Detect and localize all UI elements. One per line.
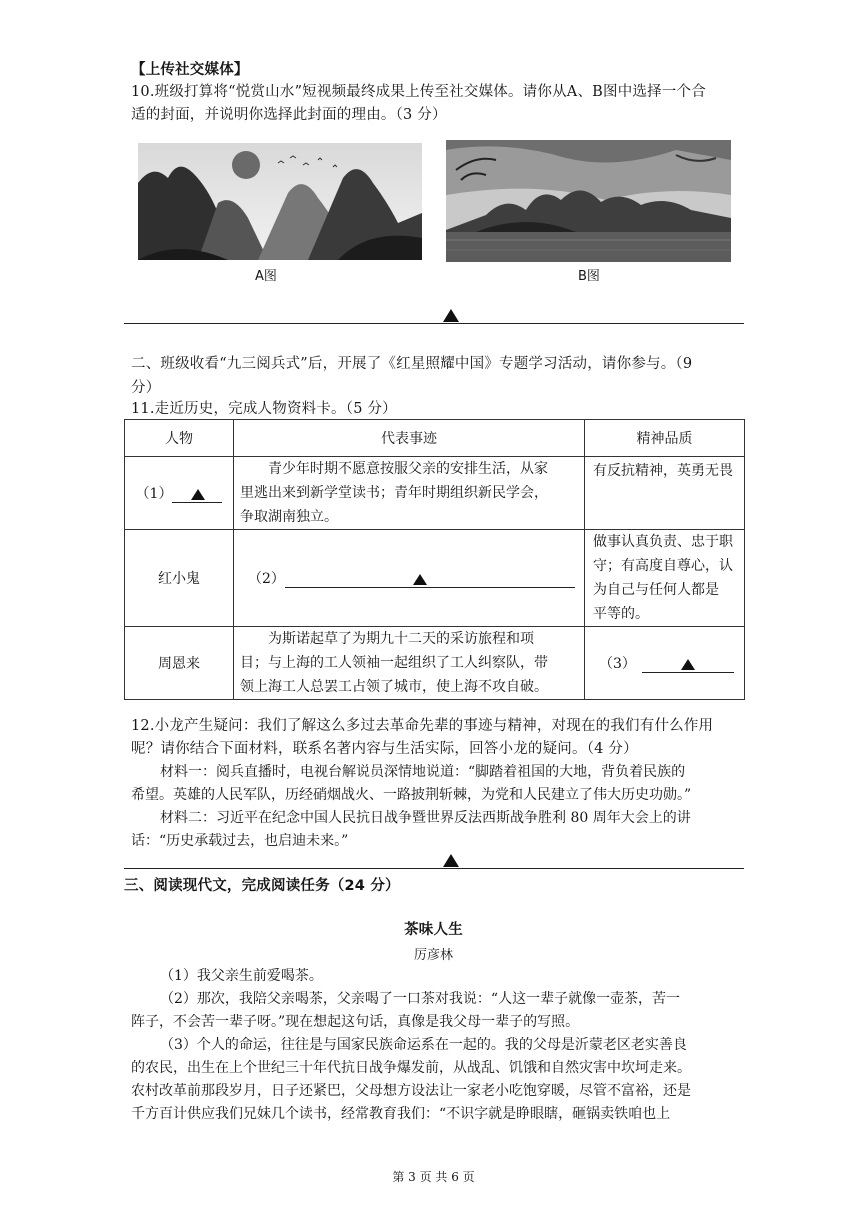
row2-deeds-label: （2） <box>248 571 285 587</box>
row2-quality-line1: 做事认真负责、忠于职 <box>593 534 733 550</box>
article-author: 厉彦林 <box>413 948 453 963</box>
row2-quality-line2: 守；有高度自尊心，认 <box>593 558 733 574</box>
material1-line2: 希望。英雄的人民军队，历经硝烟战火、一路披荆斩棘，为党和人民建立了伟大历史功勋。” <box>131 787 692 803</box>
paragraph-3-line2: 的农民，出生在上个世纪三十年代抗日战争爆发前，从战乱、饥饿和自然灾害中坎坷走来。 <box>131 1060 691 1076</box>
row3-quality <box>585 627 745 700</box>
answer-marker-q12-icon <box>443 854 459 867</box>
q10-line2: 适的封面，并说明你选择此封面的理由。（3 分） <box>131 107 447 123</box>
row3-deeds-line3: 领上海工人总罢工占领了城市，使上海不攻自破。 <box>240 679 548 695</box>
blank-1-input[interactable] <box>172 486 222 503</box>
paragraph-2-line2: 阵子，不会苦一辈子呀。”现在想起这句话，真像是我父母一辈子的写照。 <box>131 1014 580 1030</box>
article-title: 茶味人生 <box>404 922 463 938</box>
answer-marker-icon <box>413 574 427 585</box>
blank-2-input[interactable] <box>285 571 575 588</box>
image-a-ink-landscape <box>138 143 422 260</box>
row2-quality <box>585 530 745 627</box>
image-b-caption: B图 <box>578 269 600 284</box>
material1-line1: 材料一：阅兵直播时，电视台解说员深情地说道：“脚踏着祖国的大地，背负着民族的 <box>160 764 686 780</box>
header-quality: 精神品质 <box>585 420 745 457</box>
row3-deeds-line2: 目；与上海的工人领袖一起组织了工人纠察队，带 <box>240 655 548 671</box>
section-header: 【上传社交媒体】 <box>131 62 249 78</box>
table-row <box>125 627 745 700</box>
answer-line-q12 <box>124 868 744 869</box>
row3-deeds <box>234 627 585 700</box>
image-b-ink-landscape <box>446 140 731 262</box>
header-deeds: 代表事迹 <box>234 420 585 457</box>
paragraph-1: （1）我父亲生前爱喝茶。 <box>160 968 323 984</box>
material2-line2: 话：“历史承载过去，也启迪未来。” <box>131 833 349 849</box>
paragraph-3-line4: 千方百计供应我们兄妹几个读书，经常教育我们：“不识字就是睁眼瞎，砸锅卖铁咱也上 <box>131 1106 671 1122</box>
row2-quality-line4: 平等的。 <box>593 606 649 622</box>
answer-marker-q10-icon <box>443 309 459 322</box>
row1-deeds-line1: 青少年时期不愿意按服父亲的安排生活，从家 <box>268 461 548 477</box>
row1-deeds <box>234 457 585 530</box>
image-a-caption: A图 <box>255 269 277 284</box>
part3-heading: 三、阅读现代文，完成阅读任务（24 分） <box>124 878 400 894</box>
q10-line1: 10.班级打算将“悦赏山水”短视频最终成果上传至社交媒体。请你从A、B图中选择一个合 <box>131 84 706 100</box>
q11-title: 11.走近历史，完成人物资料卡。（5 分） <box>131 401 397 417</box>
blank-3-input[interactable] <box>642 656 734 673</box>
table-row <box>125 530 745 627</box>
row2-deeds <box>234 530 585 627</box>
answer-marker-icon <box>191 489 205 500</box>
paragraph-3-line1: （3）个人的命运，往往是与国家民族命运系在一起的。我的父母是沂蒙老区老实善良 <box>160 1037 687 1053</box>
row2-quality-line3: 为自己与任何人都是 <box>593 582 719 598</box>
row1-person-label: （1） <box>135 486 173 502</box>
row1-quality <box>585 457 745 530</box>
answer-marker-icon <box>681 659 695 670</box>
row1-person <box>125 457 234 530</box>
part2-line1: 二、班级收看“九三阅兵式”后，开展了《红星照耀中国》专题学习活动，请你参与。（9 <box>131 356 693 372</box>
answer-line-q10 <box>124 323 744 324</box>
row1-deeds-line2: 里逃出来到新学堂读书；青年时期组织新民学会， <box>240 485 548 501</box>
header-person: 人物 <box>125 420 234 457</box>
table-header-row <box>125 420 745 457</box>
q12-line2: 呢？请你结合下面材料，联系名著内容与生活实际，回答小龙的疑问。（4 分） <box>131 741 638 757</box>
row3-quality-label: （3） <box>599 656 636 672</box>
character-info-card <box>124 419 745 700</box>
row1-quality-line1: 有反抗精神，英勇无畏 <box>593 463 733 479</box>
row3-deeds-line1: 为斯诺起草了为期九十二天的采访旅程和项 <box>268 631 534 647</box>
page-footer: 第 3 页 共 6 页 <box>392 1170 475 1184</box>
material2-line1: 材料二：习近平在纪念中国人民抗日战争暨世界反法西斯战争胜利 80 周年大会上的讲 <box>160 810 691 826</box>
row3-person: 周恩来 <box>125 627 234 700</box>
table-row <box>125 457 745 530</box>
row1-deeds-line3: 争取湖南独立。 <box>240 509 338 525</box>
row2-person: 红小鬼 <box>125 530 234 627</box>
part2-line2: 分） <box>131 380 161 396</box>
paragraph-3-line3: 农村改革前那段岁月，日子还紧巴，父母想方设法让一家老小吃饱穿暖，尽管不富裕，还是 <box>131 1083 691 1099</box>
q12-line1: 12.小龙产生疑问：我们了解这么多过去革命先辈的事迹与精神，对现在的我们有什么作用 <box>131 718 714 734</box>
paragraph-2-line1: （2）那次，我陪父亲喝茶，父亲喝了一口茶对我说：“人这一辈子就像一壶茶，苦一 <box>160 991 681 1007</box>
